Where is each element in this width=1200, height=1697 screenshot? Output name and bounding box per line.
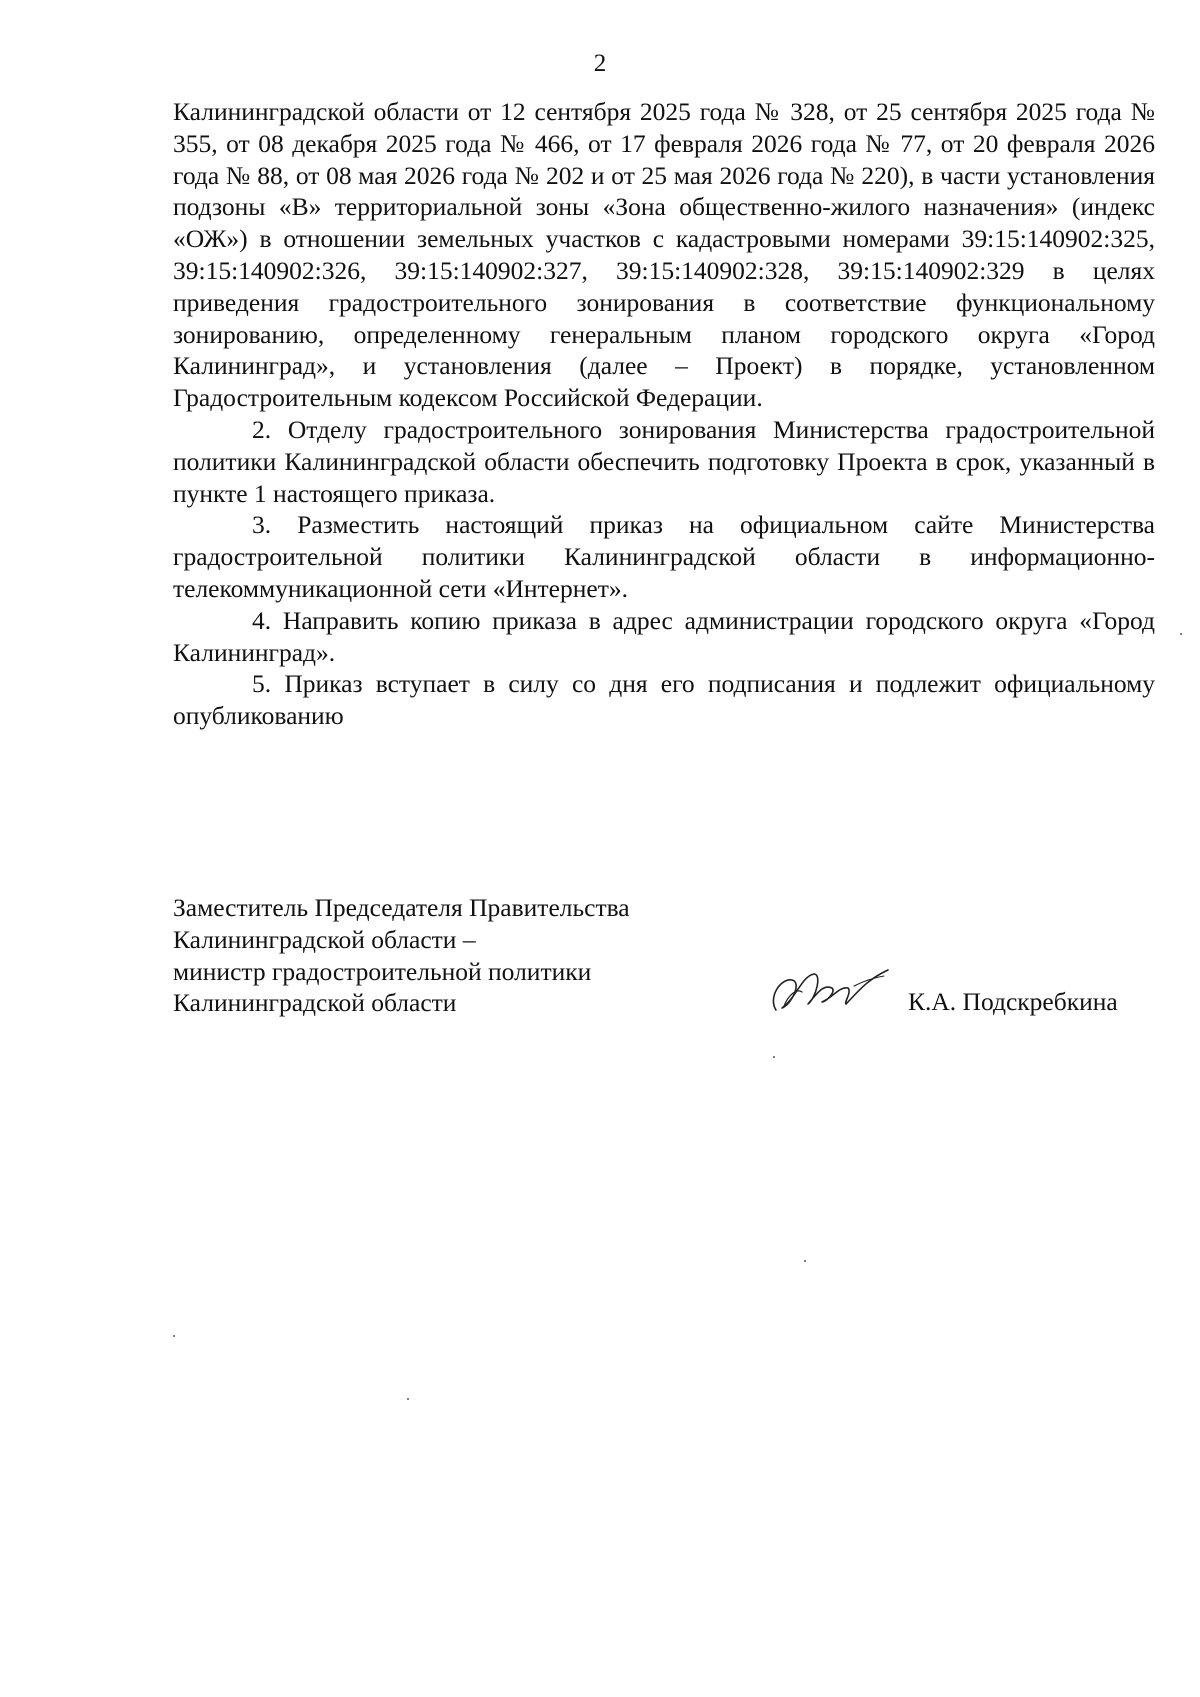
position-line: Калининградской области – bbox=[173, 924, 476, 954]
paragraph-1-continuation: Калининградской области от 12 сентября 2025 года № 328, от 25 сентября 2025 года № 355, от 08 декабря 2025 года № 466, от 17 февраля 2026 года № 77, от 20 февраля 2026 года № 88, от 08 мая 2026 года № 202 и от 25 мая 2026 года № 220), в части установления подзоны «В» территориальной зоны «Зона общественно-жилого назначения» (индекс «ОЖ») в отношении земельных участков с кадастровыми номерами 39:15:140902:325, 39:15:140902:326, 39:15:140902:327, 39:15:140902:328, 39:15:140902:329 в целях приведения градостроительного зонирования в соответствие функциональному зонированию, определенному генеральным планом городского округа «Город Калининград», и установления (далее – Проект) в порядке, установленном Градостроительным кодексом Российской Федерации. bbox=[173, 97, 1155, 413]
scan-speck bbox=[407, 1398, 409, 1400]
scan-speck bbox=[804, 1260, 806, 1262]
paragraph-5: 5. Приказ вступает в силу со дня его подписания и подлежит официальному опубликованию bbox=[173, 669, 1155, 731]
paragraph-3: 3. Разместить настоящий приказ на официальном сайте Министерства градостроительной политики Калининградской области в информационно-телекоммуникационной сети «Интернет». bbox=[173, 510, 1155, 603]
document-body bbox=[173, 96, 1155, 732]
position-line: министр градостроительной политики bbox=[173, 956, 592, 986]
signatory-name: К.А. Подскребкина bbox=[908, 987, 1118, 1016]
scan-speck bbox=[173, 1335, 175, 1337]
handwritten-signature bbox=[762, 958, 892, 1022]
position-line: Калининградской области bbox=[173, 988, 457, 1018]
page-number: 2 bbox=[593, 50, 607, 77]
signatory-position bbox=[173, 892, 630, 1019]
position-line: Заместитель Председателя Правительства bbox=[173, 893, 630, 922]
scan-speck bbox=[1180, 633, 1182, 635]
paragraph-2: 2. Отделу градостроительного зонирования Министерства градостроительной политики Калининградской области обеспечить подготовку Проекта в срок, указанный в пункте 1 настоящего приказа. bbox=[173, 414, 1155, 508]
paragraph-4: 4. Направить копию приказа в адрес администрации городского округа «Город Калининград». bbox=[173, 605, 1155, 667]
scan-speck bbox=[773, 1056, 775, 1058]
